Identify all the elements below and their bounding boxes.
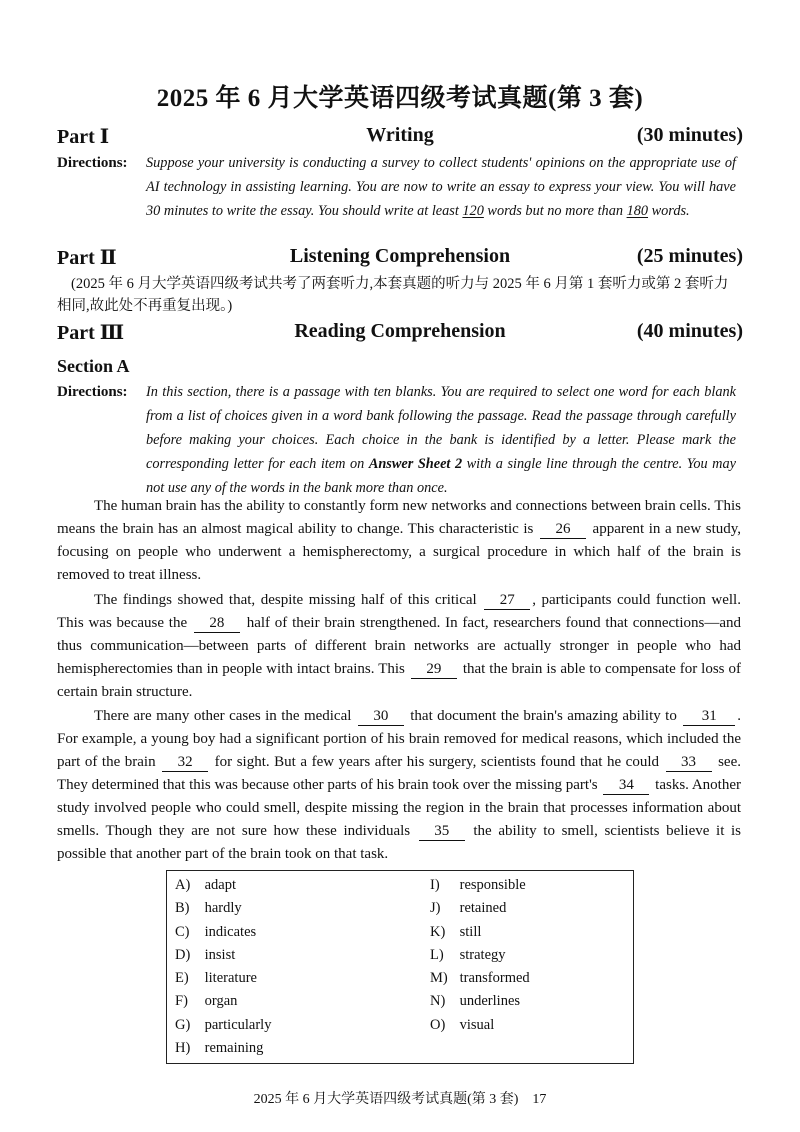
word-bank-item — [175, 1017, 271, 1040]
word-bank-item — [175, 993, 271, 1016]
word-bank-item — [430, 970, 530, 993]
page-title: 2025 年 6 月大学英语四级考试真题(第 3 套) — [156, 85, 644, 112]
part-1-header — [57, 124, 743, 150]
word-bank-item — [175, 924, 271, 947]
choice-letter: G) — [175, 1016, 191, 1033]
blank-35: 35 — [419, 823, 465, 841]
choice-word: underlines — [459, 993, 521, 1010]
word-bank-item — [175, 947, 271, 970]
word-bank-item — [430, 900, 530, 923]
passage-paragraph-2 — [57, 589, 741, 704]
passage-text: the ability to smell, scientists believe it is possible that another part of the brain took on that task. — [57, 823, 741, 862]
part-3-header — [57, 320, 743, 346]
choice-letter: A) — [175, 877, 191, 893]
choice-letter: L) — [430, 946, 444, 963]
choice-letter: D) — [175, 946, 191, 963]
choice-word: insist — [204, 946, 236, 963]
choice-letter: J) — [430, 900, 441, 917]
blank-34: 34 — [603, 777, 649, 795]
word-bank — [166, 870, 634, 1064]
word-bank-item — [175, 1040, 271, 1063]
choice-letter: C) — [175, 923, 190, 940]
passage-text: apparent in a new study, focusing on people who underwent a hemispherectomy, a surgical procedure in which half of the brain is removed to treat illness. — [57, 521, 742, 583]
passage-text: The findings showed that, despite missing half of this critical — [94, 592, 483, 608]
choice-word: transformed — [459, 970, 530, 987]
choice-letter: H) — [175, 1040, 191, 1057]
choice-letter: O) — [430, 1016, 446, 1033]
choice-word: still — [459, 923, 482, 940]
part-1-name: Writing — [366, 124, 434, 146]
word-bank-item — [430, 993, 530, 1016]
directions-text: with a single line through the centre. You may not use any of the words in the bank more than once. — [146, 456, 736, 496]
choice-letter: E) — [175, 970, 189, 987]
blank-30: 30 — [358, 708, 404, 726]
part-1-directions-label: Directions: — [57, 155, 128, 171]
part-3-name: Reading Comprehension — [294, 320, 506, 342]
choice-word: remaining — [204, 1040, 264, 1057]
blank-32: 32 — [162, 754, 208, 772]
part-2-header — [57, 245, 743, 271]
directions-text: In this section, there is a passage with ten blanks. You are required to select one word for each blank from a list of choices given in a word bank following the passage. Read the passage through carefully before making your choices. Each choice in the bank is identified by a letter. Please mark the corresponding letter for each item on — [146, 384, 736, 472]
part-1-label: Part Ⅰ — [57, 126, 110, 148]
passage-text: There are many other cases in the medical — [94, 708, 356, 724]
directions-text: words but no more than — [483, 203, 627, 219]
choice-letter: F) — [175, 993, 188, 1010]
directions-text: Suppose your university is conducting a survey to collect students' opinions on the appropriate use of AI technology in assisting learning. You are now to write an essay to express your view. You will have 30 minutes to write the essay. You should write at least — [146, 155, 736, 219]
listening-note: (2025 年 6 月大学英语四级考试共考了两套听力,本套真题的听力与 2025 年 6 月第 1 套听力或第 2 套听力相同,故此处不再重复出现。) — [57, 276, 729, 314]
word-bank-right-column — [430, 877, 530, 1040]
blank-27: 27 — [484, 592, 530, 610]
passage-text: The human brain has the ability to constantly form new networks and connections between brain cells. This means the brain has an almost magical ability to change. This characteristic is — [57, 498, 741, 537]
blank-26: 26 — [540, 521, 586, 539]
footer-title: 2025 年 6 月大学英语四级考试真题(第 3 套) — [253, 1092, 519, 1107]
word-bank-item — [430, 947, 530, 970]
part-2-time: (25 minutes) — [636, 245, 743, 267]
passage-text: that the brain is able to compensate for loss of certain brain structure. — [57, 661, 741, 700]
part-1-directions — [146, 151, 736, 223]
part-3-directions-label: Directions: — [57, 384, 128, 400]
choice-letter: K) — [430, 923, 446, 940]
choice-word: literature — [204, 970, 257, 987]
part-1-time: (30 minutes) — [636, 124, 743, 146]
passage-paragraph-1 — [57, 495, 741, 587]
passage-text: see. They determined that this was because other parts of his brain took over the missing part's — [57, 754, 741, 793]
choice-word: indicates — [204, 923, 257, 940]
choice-word: organ — [204, 993, 238, 1010]
choice-word: responsible — [459, 877, 526, 893]
passage-text: tasks. Another study involved people who could smell, despite missing the region in the brain that processes information about smells. Though they are not sure how these individuals — [57, 777, 742, 839]
part-2-label: Part Ⅱ — [57, 247, 117, 269]
blank-33: 33 — [666, 754, 712, 772]
choice-word: visual — [459, 1016, 495, 1033]
choice-word: particularly — [204, 1016, 272, 1033]
part-3-directions — [146, 380, 736, 500]
blank-29: 29 — [411, 661, 457, 679]
part-3-time: (40 minutes) — [636, 320, 743, 342]
word-bank-item — [175, 970, 271, 993]
word-bank-left-column — [175, 877, 271, 1063]
choice-word: adapt — [204, 877, 237, 893]
word-bank-item — [175, 877, 271, 900]
choice-word: hardly — [204, 900, 242, 917]
choice-letter: N) — [430, 993, 446, 1010]
page-footer — [0, 1088, 800, 1108]
section-a-heading: Section A — [57, 356, 130, 376]
word-bank-item — [430, 877, 530, 900]
passage-text: half of their brain strengthened. In fact, researchers found that connections—and thus communication—between parts of different brain networks are actually stronger in people who had hemispherectomies than in people with intact brains. This — [57, 615, 741, 677]
max-words: 180 — [626, 203, 649, 219]
word-bank-item — [430, 924, 530, 947]
choice-letter: M) — [430, 970, 448, 987]
choice-word: retained — [459, 900, 507, 917]
word-bank-item — [430, 1017, 530, 1040]
passage-text: . For example, a young boy had a significant portion of his brain removed for medical reasons, which included the part of the brain — [57, 708, 741, 770]
answer-sheet-ref: Answer Sheet 2 — [368, 456, 463, 472]
page-number: 17 — [532, 1092, 547, 1107]
passage-text: for sight. But a few years after his surgery, scientists found that he could — [210, 754, 664, 770]
part-3-label: Part Ⅲ — [57, 322, 125, 344]
part-2-name: Listening Comprehension — [289, 245, 511, 267]
choice-letter: I) — [430, 877, 440, 893]
passage-paragraph-3 — [57, 705, 741, 866]
word-bank-item — [175, 900, 271, 923]
choice-letter: B) — [175, 900, 190, 917]
blank-28: 28 — [194, 615, 240, 633]
blank-31: 31 — [683, 708, 735, 726]
directions-text: words. — [648, 203, 690, 219]
choice-word: strategy — [459, 946, 506, 963]
min-words: 120 — [462, 203, 484, 219]
passage-text: , participants could function well. This was because the — [57, 592, 741, 631]
passage-text: that document the brain's amazing ability to — [405, 708, 682, 724]
